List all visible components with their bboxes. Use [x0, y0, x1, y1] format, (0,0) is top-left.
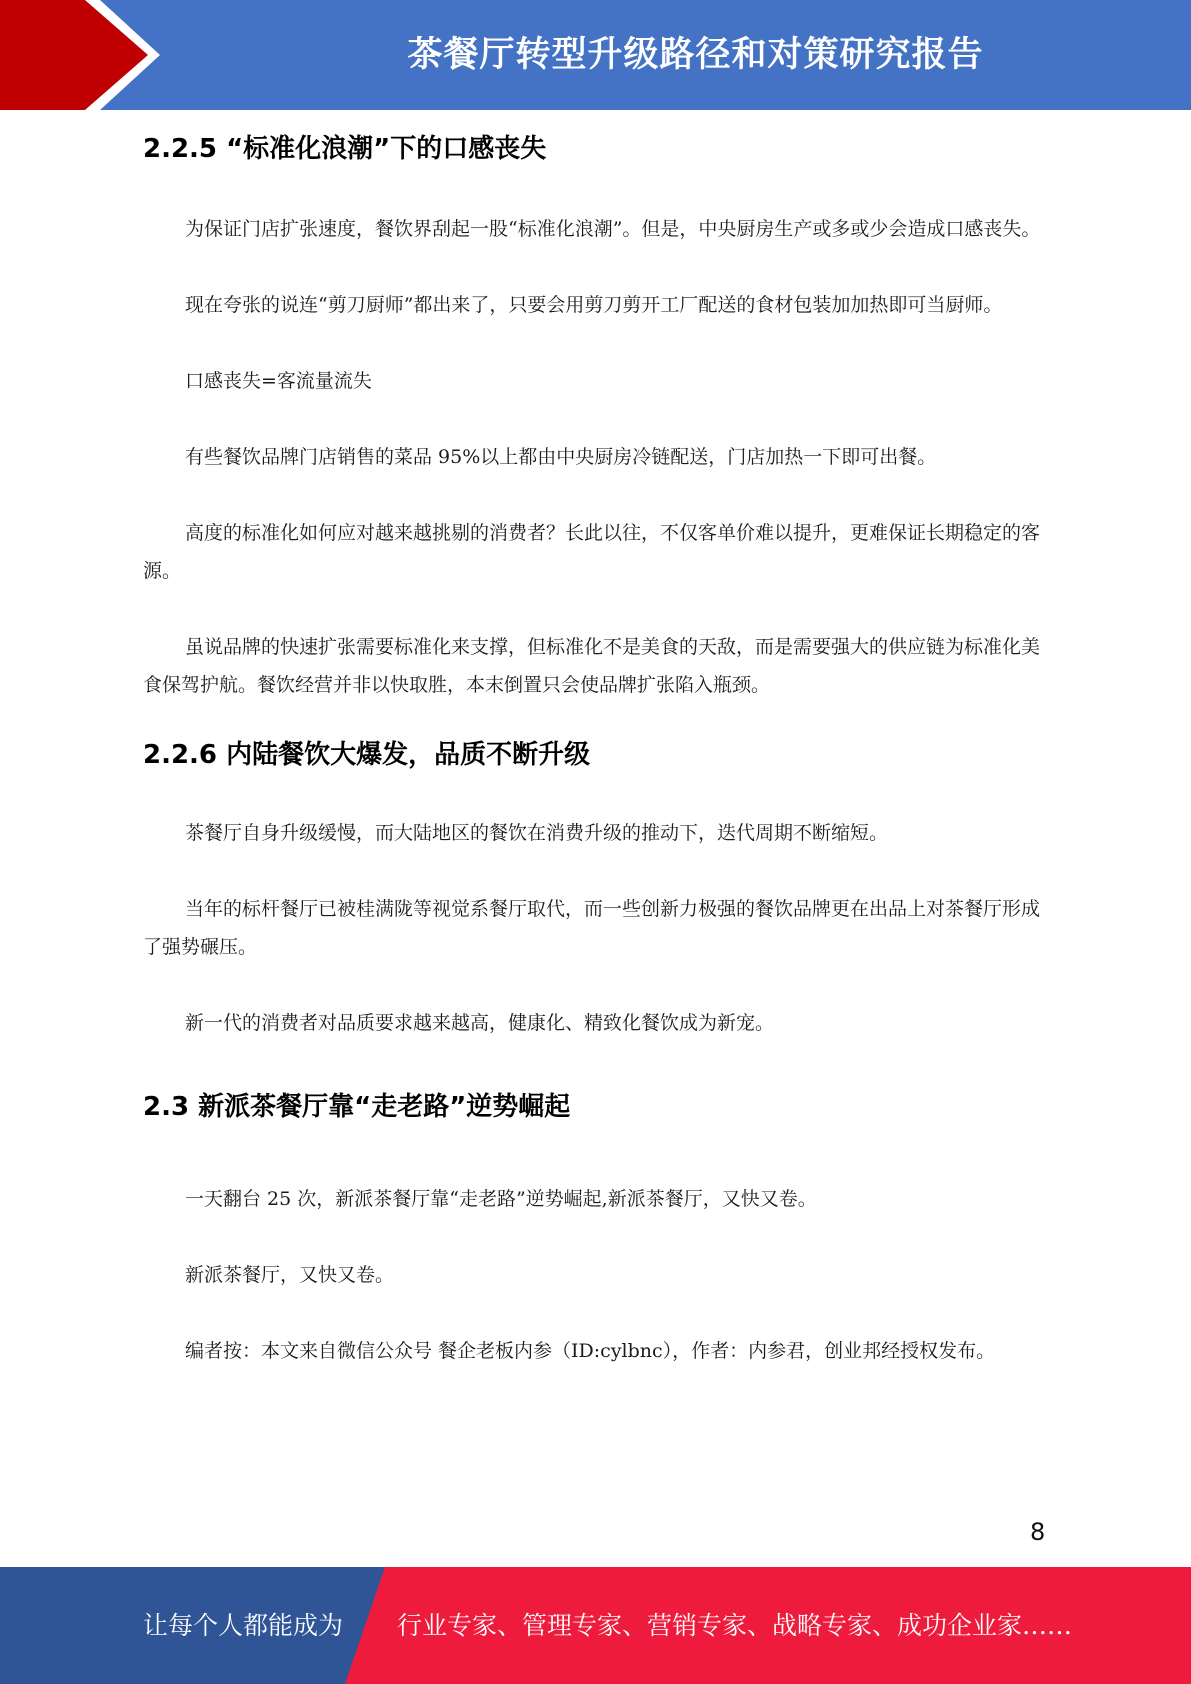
report-title: 茶餐厅转型升级路径和对策研究报告 [407, 35, 984, 75]
header-red-arrow [0, 0, 150, 110]
paragraph: 当年的标杆餐厅已被桂满陇等视觉系餐厅取代，而一些创新力极强的餐饮品牌更在出品上对茶餐厅形成了强势碾压。 [143, 898, 1041, 958]
paragraph: 新派茶餐厅，又快又卷。 [185, 1264, 395, 1286]
paragraph: 新一代的消费者对品质要求越来越高，健康化、精致化餐饮成为新宠。 [185, 1012, 775, 1034]
section-heading-2-3: 2.3 新派茶餐厅靠“走老路”逆势崛起 [143, 1092, 571, 1122]
footer-slogan-right: 行业专家、管理专家、营销专家、战略专家、成功企业家…… [397, 1611, 1073, 1640]
section-heading-2-2-6: 2.2.6 内陆餐饮大爆发，品质不断升级 [143, 740, 591, 770]
footer-slogan-left: 让每个人都能成为 [143, 1611, 344, 1640]
header-banner [0, 0, 1191, 110]
paragraph: 高度的标准化如何应对越来越挑剔的消费者？长此以往，不仅客单价难以提升，更难保证长期稳定的客源。 [143, 522, 1041, 582]
page-content [143, 120, 1045, 1370]
paragraph: 编者按：本文来自微信公众号 餐企老板内参（ID:cylbnc），作者：内参君，创业邦经授权发布。 [185, 1340, 996, 1362]
section-heading-2-2-5: 2.2.5 “标准化浪潮”下的口感丧失 [143, 134, 547, 164]
paragraph: 虽说品牌的快速扩张需要标准化来支撑，但标准化不是美食的天敌，而是需要强大的供应链为标准化美食保驾护航。餐饮经营并非以快取胜，本末倒置只会使品牌扩张陷入瓶颈。 [143, 636, 1041, 696]
footer-banner [0, 1567, 1191, 1684]
page-number: 8 [1030, 1518, 1046, 1546]
paragraph: 现在夸张的说连“剪刀厨师”都出来了，只要会用剪刀剪开工厂配送的食材包装加加热即可当厨师。 [185, 294, 1003, 316]
paragraph: 茶餐厅自身升级缓慢，而大陆地区的餐饮在消费升级的推动下，迭代周期不断缩短。 [185, 822, 889, 844]
paragraph: 口感丧失=客流量流失 [185, 370, 372, 392]
paragraph: 一天翻台 25 次，新派茶餐厅靠“走老路”逆势崛起,新派茶餐厅，又快又卷。 [185, 1188, 817, 1210]
paragraph: 有些餐饮品牌门店销售的菜品 95%以上都由中央厨房冷链配送，门店加热一下即可出餐。 [185, 446, 937, 468]
paragraph: 为保证门店扩张速度，餐饮界刮起一股“标准化浪潮”。但是，中央厨房生产或多或少会造成口感丧失。 [185, 218, 1041, 240]
